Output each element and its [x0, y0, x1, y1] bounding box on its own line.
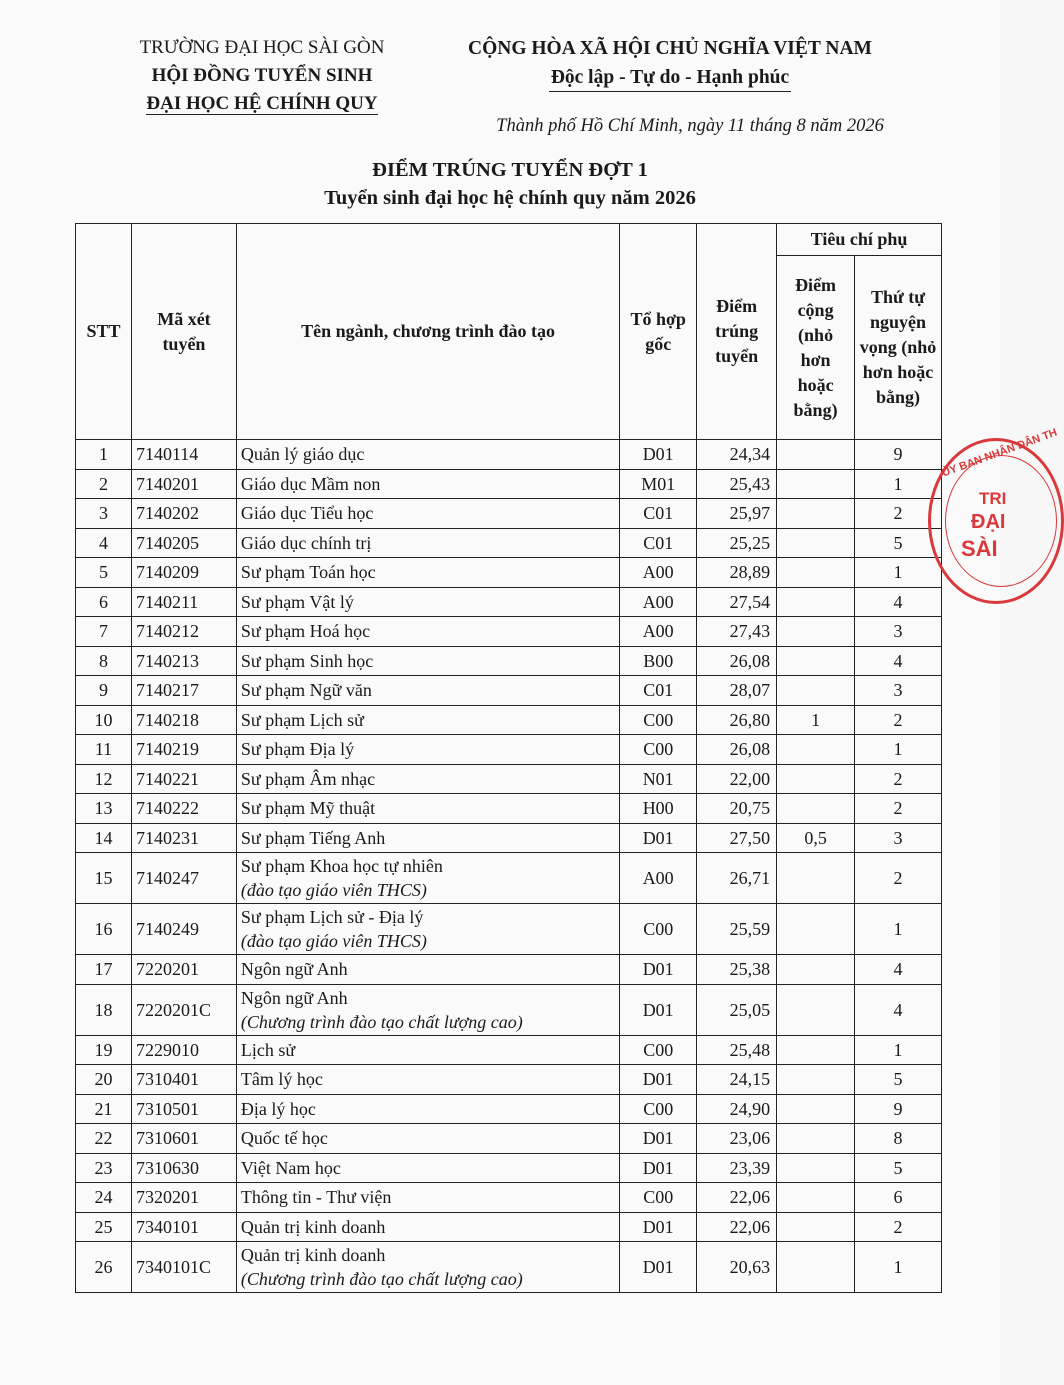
seal-text-3: SÀI	[961, 536, 998, 561]
table-row	[76, 499, 942, 529]
cell-bonus	[777, 1153, 855, 1183]
cell-code: 7140249	[131, 904, 236, 955]
table-row	[76, 676, 942, 706]
cell-name	[236, 499, 619, 529]
table-body	[76, 440, 942, 1293]
program-name: Giáo dục Mầm non	[240, 473, 381, 494]
table-row	[76, 1094, 942, 1124]
cell-order: 5	[855, 1153, 942, 1183]
cell-order: 4	[855, 955, 942, 985]
cell-code: 7140212	[131, 617, 236, 647]
cell-order: 2	[855, 1212, 942, 1242]
cell-combo: C01	[620, 676, 697, 706]
cell-code: 7220201	[131, 955, 236, 985]
cell-combo: D01	[620, 984, 697, 1035]
cell-name	[236, 1035, 619, 1065]
cell-combo: D01	[620, 1065, 697, 1095]
cell-name	[236, 794, 619, 824]
table-row	[76, 440, 942, 470]
table-row	[76, 705, 942, 735]
cell-bonus	[777, 440, 855, 470]
header-combo: Tổ hợp gốc	[620, 224, 697, 440]
cell-name	[236, 904, 619, 955]
cell-stt: 10	[76, 705, 132, 735]
cell-code: 7220201C	[131, 984, 236, 1035]
cell-order: 5	[855, 1065, 942, 1095]
cell-score: 24,34	[697, 440, 777, 470]
cell-combo: C01	[620, 528, 697, 558]
cell-stt: 8	[76, 646, 132, 676]
cell-stt: 12	[76, 764, 132, 794]
title-line-1: ĐIỂM TRÚNG TUYỂN ĐỢT 1	[372, 159, 648, 181]
cell-order: 1	[855, 469, 942, 499]
cell-stt: 13	[76, 794, 132, 824]
cell-score: 28,89	[697, 558, 777, 588]
cell-bonus	[777, 676, 855, 706]
cell-score: 25,48	[697, 1035, 777, 1065]
table-row	[76, 1124, 942, 1154]
table-row	[76, 955, 942, 985]
program-type	[112, 90, 412, 118]
cell-name	[236, 617, 619, 647]
cell-combo: H00	[620, 794, 697, 824]
program-note: (Chương trình đào tạo chất lượng cao)	[240, 1269, 523, 1289]
table-row	[76, 646, 942, 676]
cell-code: 7140211	[131, 587, 236, 617]
cell-stt: 19	[76, 1035, 132, 1065]
document-date: Thành phố Hồ Chí Minh, ngày 11 tháng 8 năm 2026	[496, 116, 884, 136]
program-name: Sư phạm Khoa học tự nhiên	[240, 856, 443, 876]
cell-order: 9	[855, 1094, 942, 1124]
cell-bonus	[777, 469, 855, 499]
cell-combo: D01	[620, 1153, 697, 1183]
cell-stt: 7	[76, 617, 132, 647]
cell-stt: 21	[76, 1094, 132, 1124]
cell-code: 7340101C	[131, 1242, 236, 1293]
header-score: Điểm trúng tuyển	[697, 224, 777, 440]
program-name: Sư phạm Tiếng Anh	[240, 827, 386, 848]
table-row	[76, 587, 942, 617]
cell-order: 2	[855, 794, 942, 824]
cell-order: 1	[855, 1242, 942, 1293]
program-name: Sư phạm Địa lý	[240, 739, 355, 760]
table-row	[76, 1242, 942, 1293]
cell-name	[236, 1212, 619, 1242]
table-row	[76, 528, 942, 558]
cell-order: 3	[855, 617, 942, 647]
program-name: Ngôn ngữ Anh	[240, 987, 348, 1008]
program-name: Thông tin - Thư viện	[240, 1187, 392, 1208]
cell-name	[236, 1094, 619, 1124]
cell-name	[236, 558, 619, 588]
program-name: Địa lý học	[240, 1098, 316, 1119]
cell-order: 9	[855, 440, 942, 470]
table-row	[76, 1065, 942, 1095]
cell-bonus	[777, 955, 855, 985]
program-name: Tâm lý học	[240, 1069, 323, 1090]
cell-order: 3	[855, 676, 942, 706]
cell-code: 7140247	[131, 853, 236, 904]
cell-bonus	[777, 558, 855, 588]
cell-combo: C00	[620, 1183, 697, 1213]
cell-name	[236, 528, 619, 558]
cell-code: 7140219	[131, 735, 236, 765]
program-name: Sư phạm Âm nhạc	[240, 768, 376, 789]
national-header	[440, 34, 900, 92]
cell-combo: C00	[620, 1035, 697, 1065]
cell-name	[236, 984, 619, 1035]
cell-score: 26,71	[697, 853, 777, 904]
cell-stt: 20	[76, 1065, 132, 1095]
cell-bonus	[777, 1183, 855, 1213]
cell-bonus	[777, 528, 855, 558]
cell-combo: C00	[620, 705, 697, 735]
cell-combo: A00	[620, 587, 697, 617]
cell-stt: 11	[76, 735, 132, 765]
program-type-text: ĐẠI HỌC HỆ CHÍNH QUY	[146, 93, 378, 114]
cell-score: 26,08	[697, 735, 777, 765]
cell-code: 7140213	[131, 646, 236, 676]
program-name: Sư phạm Ngữ văn	[240, 680, 372, 701]
seal-text-1: TRI	[979, 489, 1007, 508]
cell-code: 7140222	[131, 794, 236, 824]
cell-name	[236, 1124, 619, 1154]
cell-name	[236, 1065, 619, 1095]
cell-score: 23,06	[697, 1124, 777, 1154]
cell-code: 7320201	[131, 1183, 236, 1213]
header-code: Mã xét tuyển	[131, 224, 236, 440]
cell-order: 4	[855, 984, 942, 1035]
cell-name	[236, 764, 619, 794]
cell-bonus	[777, 646, 855, 676]
table-row	[76, 617, 942, 647]
table-row	[76, 558, 942, 588]
cell-score: 27,50	[697, 823, 777, 853]
cell-combo: D01	[620, 440, 697, 470]
table-row	[76, 984, 942, 1035]
cell-name	[236, 469, 619, 499]
cell-name	[236, 705, 619, 735]
cell-bonus	[777, 794, 855, 824]
program-name: Quản trị kinh doanh	[240, 1216, 386, 1237]
cell-code: 7140205	[131, 528, 236, 558]
cell-name	[236, 646, 619, 676]
program-name: Sư phạm Lịch sử - Địa lý	[240, 907, 424, 927]
cell-combo: C00	[620, 735, 697, 765]
cell-code: 7140218	[131, 705, 236, 735]
cell-combo: C01	[620, 499, 697, 529]
cell-order: 2	[855, 705, 942, 735]
cell-score: 27,54	[697, 587, 777, 617]
cell-code: 7140114	[131, 440, 236, 470]
cell-score: 20,75	[697, 794, 777, 824]
admission-council: HỘI ĐỒNG TUYỂN SINH	[151, 65, 373, 86]
cell-order: 3	[855, 823, 942, 853]
cell-score: 28,07	[697, 676, 777, 706]
cell-code: 7229010	[131, 1035, 236, 1065]
cell-stt: 16	[76, 904, 132, 955]
cell-stt: 14	[76, 823, 132, 853]
cell-bonus	[777, 904, 855, 955]
program-name: Sư phạm Lịch sử	[240, 709, 364, 730]
cell-bonus	[777, 1124, 855, 1154]
header-criteria: Tiêu chí phụ	[777, 224, 942, 256]
cell-bonus	[777, 984, 855, 1035]
cell-combo: C00	[620, 904, 697, 955]
table-row	[76, 1183, 942, 1213]
cell-name	[236, 1153, 619, 1183]
cell-combo: D01	[620, 1242, 697, 1293]
cell-code: 7310501	[131, 1094, 236, 1124]
cell-stt: 23	[76, 1153, 132, 1183]
cell-score: 24,90	[697, 1094, 777, 1124]
cell-bonus	[777, 764, 855, 794]
table-row	[76, 904, 942, 955]
cell-score: 25,05	[697, 984, 777, 1035]
cell-order: 4	[855, 587, 942, 617]
cell-score: 22,06	[697, 1183, 777, 1213]
cell-stt: 17	[76, 955, 132, 985]
cell-bonus	[777, 1094, 855, 1124]
cell-order: 1	[855, 558, 942, 588]
cell-bonus	[777, 1065, 855, 1095]
cell-order: 2	[855, 853, 942, 904]
cell-combo: D01	[620, 823, 697, 853]
table-row	[76, 823, 942, 853]
cell-combo: C00	[620, 1094, 697, 1124]
cell-order: 6	[855, 1183, 942, 1213]
cell-score: 22,06	[697, 1212, 777, 1242]
cell-name	[236, 587, 619, 617]
cell-combo: D01	[620, 1212, 697, 1242]
program-name: Giáo dục chính trị	[240, 532, 372, 553]
cell-score: 26,08	[697, 646, 777, 676]
cell-score: 26,80	[697, 705, 777, 735]
cell-score: 24,15	[697, 1065, 777, 1095]
program-name: Việt Nam học	[240, 1157, 341, 1178]
cell-combo: B00	[620, 646, 697, 676]
title-line-2: Tuyển sinh đại học hệ chính quy năm 2026	[324, 187, 696, 209]
table-row	[76, 1153, 942, 1183]
cell-bonus: 0,5	[777, 823, 855, 853]
cell-order: 8	[855, 1124, 942, 1154]
cell-code: 7310601	[131, 1124, 236, 1154]
cell-code: 7140202	[131, 499, 236, 529]
table-row	[76, 469, 942, 499]
cell-name	[236, 1183, 619, 1213]
cell-score: 20,63	[697, 1242, 777, 1293]
issuer-header	[112, 34, 412, 118]
cell-order: 5	[855, 528, 942, 558]
cell-bonus	[777, 853, 855, 904]
cell-stt: 24	[76, 1183, 132, 1213]
program-name: Sư phạm Toán học	[240, 562, 376, 583]
cell-code: 7140209	[131, 558, 236, 588]
official-seal	[928, 426, 1064, 604]
cell-stt: 9	[76, 676, 132, 706]
table-row	[76, 1212, 942, 1242]
program-note: (Chương trình đào tạo chất lượng cao)	[240, 1011, 523, 1032]
program-note: (đào tạo giáo viên THCS)	[240, 931, 427, 951]
cell-stt: 6	[76, 587, 132, 617]
program-name: Quốc tế học	[240, 1128, 328, 1149]
cell-name	[236, 676, 619, 706]
cell-score: 23,39	[697, 1153, 777, 1183]
header-bonus: Điểm cộng (nhỏ hơn hoặc bằng)	[777, 256, 855, 440]
cell-score: 27,43	[697, 617, 777, 647]
cell-stt: 22	[76, 1124, 132, 1154]
header-stt: STT	[76, 224, 132, 440]
cell-bonus	[777, 1035, 855, 1065]
cell-code: 7140221	[131, 764, 236, 794]
cell-order: 1	[855, 1035, 942, 1065]
cell-combo: A00	[620, 558, 697, 588]
cell-code: 7340101	[131, 1212, 236, 1242]
program-name: Quản trị kinh doanh	[240, 1245, 386, 1265]
cell-stt: 15	[76, 853, 132, 904]
seal-text-2: ĐẠI	[971, 511, 1006, 533]
header-name: Tên ngành, chương trình đào tạo	[236, 224, 619, 440]
cell-stt: 18	[76, 984, 132, 1035]
cell-order: 2	[855, 764, 942, 794]
university-name: TRƯỜNG ĐẠI HỌC SÀI GÒN	[139, 37, 385, 58]
cell-stt: 5	[76, 558, 132, 588]
cell-code: 7140201	[131, 469, 236, 499]
cell-name	[236, 853, 619, 904]
cell-code: 7310630	[131, 1153, 236, 1183]
table-row	[76, 853, 942, 904]
table-row	[76, 764, 942, 794]
cell-stt: 3	[76, 499, 132, 529]
cell-stt: 25	[76, 1212, 132, 1242]
cell-name	[236, 823, 619, 853]
cell-order: 4	[855, 646, 942, 676]
program-name: Ngôn ngữ Anh	[240, 959, 348, 980]
cell-code: 7140217	[131, 676, 236, 706]
cell-score: 25,38	[697, 955, 777, 985]
cell-combo: D01	[620, 955, 697, 985]
program-name: Sư phạm Hoá học	[240, 621, 371, 642]
program-name: Giáo dục Tiểu học	[240, 503, 374, 524]
program-name: Quản lý giáo dục	[240, 444, 365, 465]
cell-combo: M01	[620, 469, 697, 499]
document-title	[200, 156, 820, 212]
cell-stt: 4	[76, 528, 132, 558]
cell-bonus	[777, 1242, 855, 1293]
seal-arc-text: ỦY BAN NHÂN DÂN TH	[940, 426, 1059, 480]
cell-stt: 1	[76, 440, 132, 470]
cell-code: 7140231	[131, 823, 236, 853]
header-order: Thứ tự nguyện vọng (nhỏ hơn hoặc bằng)	[855, 256, 942, 440]
program-name: Sư phạm Vật lý	[240, 591, 354, 612]
cell-bonus: 1	[777, 705, 855, 735]
cell-code: 7310401	[131, 1065, 236, 1095]
cell-bonus	[777, 617, 855, 647]
program-name: Sư phạm Mỹ thuật	[240, 798, 376, 819]
cell-stt: 2	[76, 469, 132, 499]
cell-bonus	[777, 587, 855, 617]
cell-order: 2	[855, 499, 942, 529]
cell-bonus	[777, 1212, 855, 1242]
cell-combo: N01	[620, 764, 697, 794]
country-motto-title: CỘNG HÒA XÃ HỘI CHỦ NGHĨA VIỆT NAM	[468, 38, 872, 59]
cell-name	[236, 1242, 619, 1293]
cell-score: 22,00	[697, 764, 777, 794]
cell-combo: A00	[620, 853, 697, 904]
table-header	[76, 224, 942, 440]
cell-bonus	[777, 499, 855, 529]
table-row	[76, 1035, 942, 1065]
program-name: Sư phạm Sinh học	[240, 650, 374, 671]
cell-name	[236, 735, 619, 765]
table-row	[76, 735, 942, 765]
cell-score: 25,25	[697, 528, 777, 558]
program-note: (đào tạo giáo viên THCS)	[240, 880, 427, 900]
table-row	[76, 794, 942, 824]
country-motto: Độc lập - Tự do - Hạnh phúc	[549, 65, 791, 92]
cell-stt: 26	[76, 1242, 132, 1293]
cell-bonus	[777, 735, 855, 765]
cell-score: 25,59	[697, 904, 777, 955]
cell-combo: D01	[620, 1124, 697, 1154]
cell-name	[236, 440, 619, 470]
cell-name	[236, 955, 619, 985]
program-name: Lịch sử	[240, 1039, 296, 1060]
cell-score: 25,97	[697, 499, 777, 529]
cell-order: 1	[855, 735, 942, 765]
admission-scores-table	[75, 223, 942, 1293]
cell-order: 1	[855, 904, 942, 955]
cell-combo: A00	[620, 617, 697, 647]
cell-score: 25,43	[697, 469, 777, 499]
